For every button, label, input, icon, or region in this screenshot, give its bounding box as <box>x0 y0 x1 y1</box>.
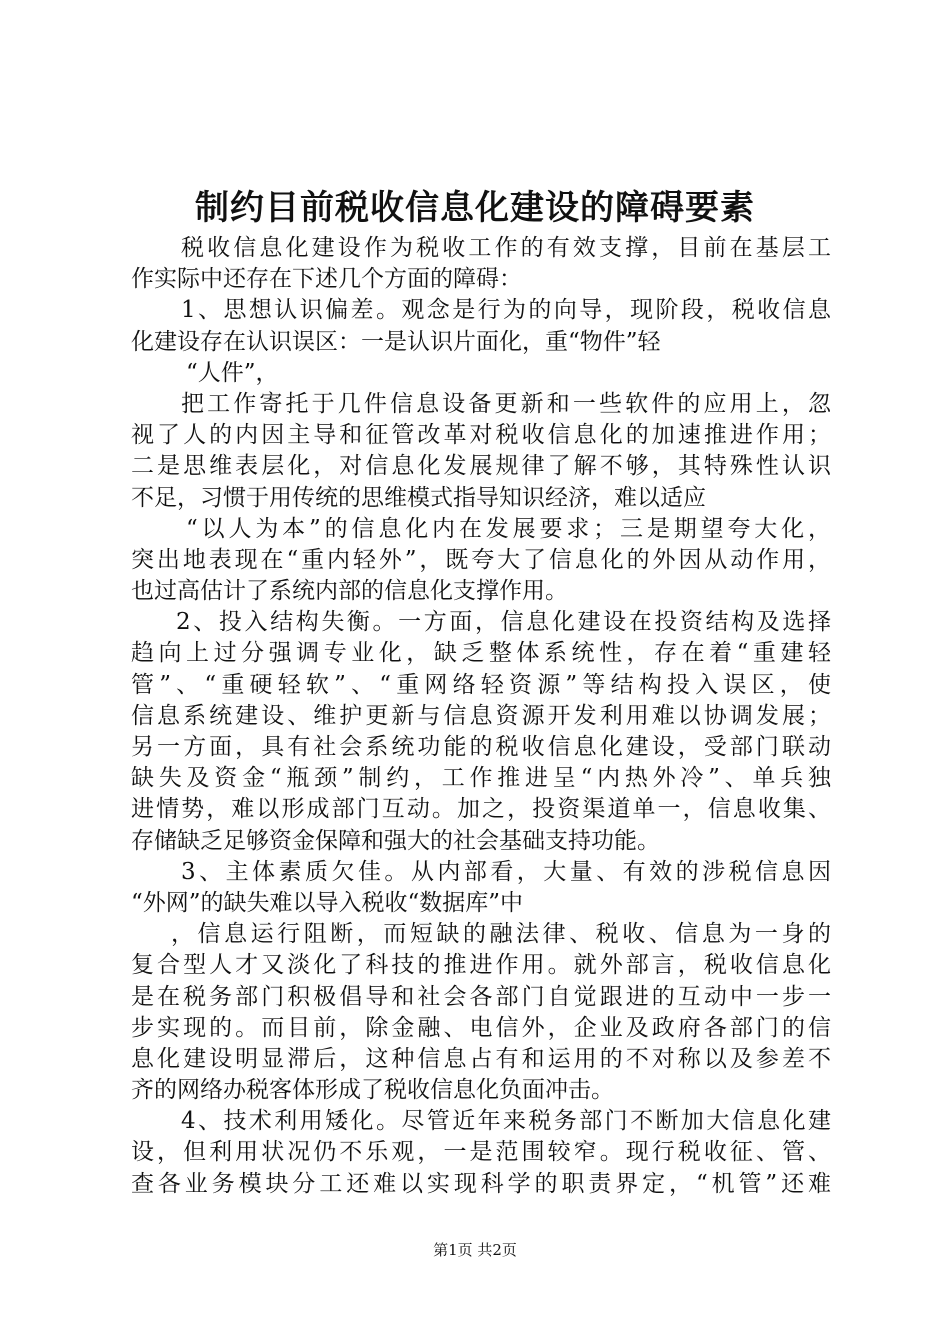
text-line: 3、主体素质欠佳。从内部看，大量、有效的涉税信息因 <box>181 858 831 885</box>
text-line: 是在税务部门积极倡导和社会各部门自觉跟进的互动中一步一 <box>131 983 831 1010</box>
document-title: 制约目前税收信息化建设的障碍要素 <box>195 188 755 228</box>
text-line: “以人为本”的信息化内在发展要求；三是期望夸大化， <box>186 515 831 542</box>
page-footer: 第1页 共2页 <box>433 1241 517 1259</box>
text-line: 进情势，难以形成部门互动。加之，投资渠道单一，信息收集、 <box>131 796 831 823</box>
text-line: 缺失及资金“瓶颈”制约，工作推进呈“内热外冷”、单兵独 <box>131 765 831 792</box>
text-line: 化建设存在认识误区：一是认识片面化，重“物件”轻 <box>131 328 661 355</box>
text-line: ，信息运行阻断，而短缺的融法律、税收、信息为一身的 <box>171 921 831 948</box>
text-line: “人件”， <box>186 359 279 386</box>
text-line: 息化建设明显滞后，这种信息占有和运用的不对称以及参差不 <box>131 1045 831 1072</box>
text-line: 复合型人才又淡化了科技的推进作用。就外部言，税收信息化 <box>131 952 831 979</box>
text-line: 齐的网络办税客体形成了税收信息化负面冲击。 <box>131 1077 614 1104</box>
text-line: 查各业务模块分工还难以实现科学的职责界定，“机管”还难 <box>131 1170 831 1197</box>
text-line: 设，但利用状况仍不乐观，一是范围较窄。现行税收征、管、 <box>131 1139 831 1166</box>
text-line: 趋向上过分强调专业化，缺乏整体系统性，存在着“重建轻 <box>131 640 831 667</box>
text-line: 步实现的。而目前，除金融、电信外，企业及政府各部门的信 <box>131 1014 831 1041</box>
text-line: 也过高估计了系统内部的信息化支撑作用。 <box>131 578 568 605</box>
text-line: 存储缺乏足够资金保障和强大的社会基础支持功能。 <box>131 827 660 854</box>
text-line: 管”、“重硬轻软”、“重网络轻资源”等结构投入误区，使 <box>131 671 831 698</box>
text-line: 不足，习惯于用传统的思维模式指导知识经济，难以适应 <box>131 484 706 511</box>
text-line: 二是思维表层化，对信息化发展规律了解不够，其特殊性认识 <box>131 453 831 480</box>
text-line: 4、技术利用矮化。尽管近年来税务部门不断加大信息化建 <box>181 1108 831 1135</box>
text-line: 突出地表现在“重内轻外”，既夸大了信息化的外因从动作用， <box>131 546 831 573</box>
text-line: 1、思想认识偏差。观念是行为的向导，现阶段，税收信息 <box>181 297 831 324</box>
text-line: 税收信息化建设作为税收工作的有效支撑，目前在基层工 <box>181 235 831 261</box>
document-body <box>131 233 831 1200</box>
text-line: 2、投入结构失衡。一方面，信息化建设在投资结构及选择 <box>176 609 831 636</box>
text-line: 视了人的内因主导和征管改革对税收信息化的加速推进作用； <box>131 422 831 449</box>
text-line: 另一方面，具有社会系统功能的税收信息化建设，受部门联动 <box>131 734 831 760</box>
text-line: “外网”的缺失难以导入税收“数据库”中 <box>131 889 524 916</box>
text-line: 信息系统建设、维护更新与信息资源开发利用难以协调发展； <box>131 702 831 729</box>
text-line: 把工作寄托于几件信息设备更新和一些软件的应用上，忽 <box>181 390 831 417</box>
text-line: 作实际中还存在下述几个方面的障碍： <box>131 266 522 293</box>
